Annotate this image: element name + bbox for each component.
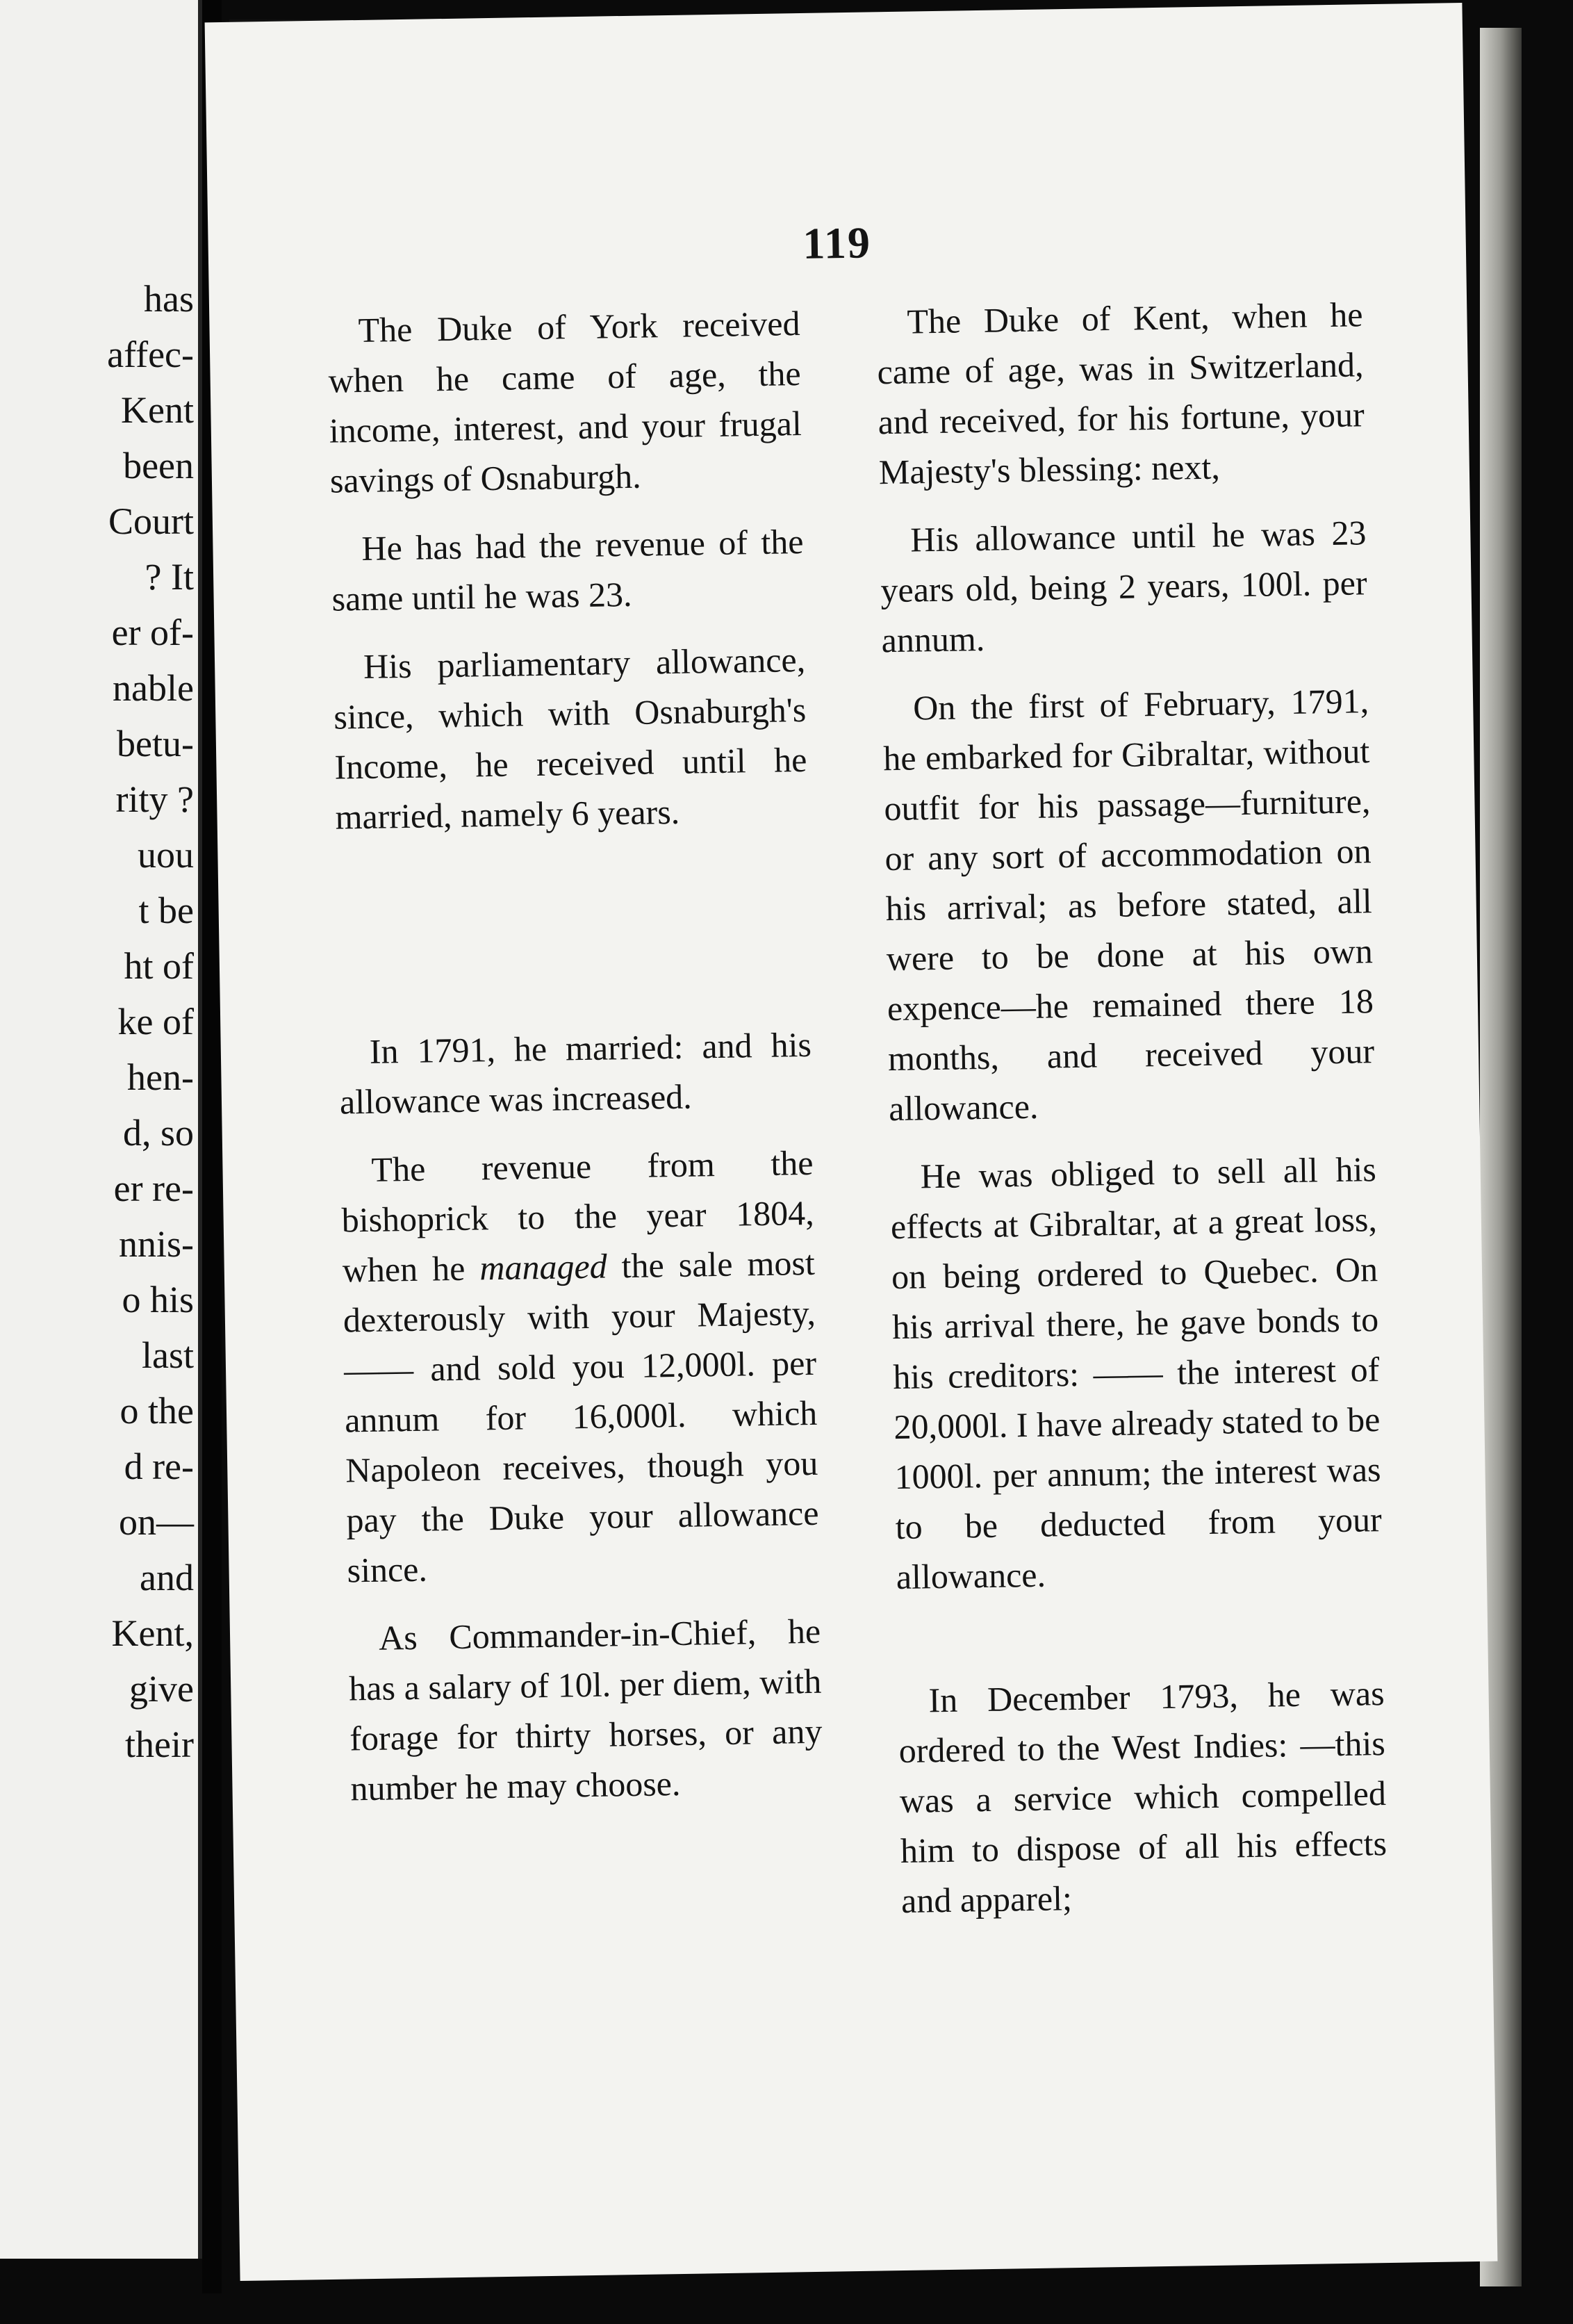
left-page-fragment: has	[144, 278, 194, 320]
paragraph: His allowance until he was 23 years old, being 2 years, 100l. per annum.	[880, 513, 1367, 660]
paragraph: The Duke of York received when he came of age, the income, interest, and your frugal savings of Osnaburgh.	[328, 304, 802, 500]
left-page-fragment: ke of	[117, 1001, 194, 1042]
left-page-fragment: rity ?	[115, 778, 194, 820]
main-page	[205, 3, 1498, 2281]
left-page-fragment: o the	[120, 1390, 194, 1432]
left-page-fragment: last	[142, 1334, 194, 1376]
paragraph: In December 1793, he was ordered to the West Indies: —this was a service which compelled him to dispose of all his effects and apparel;	[898, 1674, 1387, 1920]
paragraph: The Duke of Kent, when he came of age, was in Switzerland, and received, for his fortune, your Majesty's blessing: next,	[877, 295, 1365, 492]
left-page-fragment: on—	[119, 1501, 194, 1543]
left-page-fragment: betu-	[117, 723, 194, 764]
left-page-fragment: Court	[108, 500, 194, 542]
left-page-fragment: Kent	[121, 389, 194, 431]
paragraph: As Commander-in-Chief, he has a salary of 10l. per diem, with forage for thirty horses, or any number he may choose.	[348, 1611, 823, 1808]
paragraph: The revenue from the bishoprick to the year 1804, when he managed the sale most dexterously with your Majesty, —— and sold you 12,000l. per annum for 16,000l. which Napoleon receives, though you pay the Duke your allowance since.	[341, 1143, 819, 1590]
left-page-fragment: nable	[113, 667, 194, 709]
left-page-fragment: their	[125, 1724, 194, 1765]
left-page-fragment: er re-	[113, 1168, 194, 1209]
page-number: 119	[802, 218, 872, 268]
paragraph: In 1791, he married: and his allowance was increased.	[339, 1024, 812, 1122]
left-page-fragment: affec-	[107, 334, 194, 375]
left-page-fragment: d, so	[122, 1112, 194, 1154]
left-page-fragment: ? It	[145, 556, 194, 598]
column-gap	[336, 853, 812, 1027]
left-page-fragment: uou	[138, 834, 194, 876]
column-gap	[897, 1612, 1384, 1676]
paragraph: On the first of February, 1791, he embarked for Gibraltar, without outfit for his passage—furniture, or any sort of accommodation on his arrival; as before stated, all were to be done at his own expence—he remained there 18 months, and received your allowance.	[882, 681, 1375, 1129]
left-page-fragment: t be	[138, 890, 194, 931]
left-page-fragment: been	[123, 445, 194, 486]
left-page-fragment: hen-	[127, 1056, 194, 1098]
left-page-fragment: nnis-	[119, 1223, 194, 1265]
paragraph: He has had the revenue of the same until he was 23.	[331, 521, 804, 619]
right-column	[876, 289, 1388, 1944]
paragraph: His parliamentary allowance, since, which with Osnaburgh's Income, he received until he married, namely 6 years.	[333, 639, 807, 837]
left-page-fragment: er of-	[111, 612, 194, 653]
paragraph: He was obliged to sell all his effects at Gibraltar, at a great loss, on being ordered to Quebec. On his arrival there, he gave bonds to his creditors: —— the interest of 20,000l. I have already stated to be 1000l. per annum; the interest was to be deducted from your allowance.	[890, 1149, 1383, 1597]
left-page-fragment: o his	[122, 1279, 194, 1320]
left-column	[327, 298, 823, 1831]
left-page-fragment: d re-	[124, 1446, 194, 1487]
left-page-fragment: ht of	[124, 945, 194, 987]
left-page-fragment: give	[129, 1668, 194, 1710]
left-page-fragment: and	[140, 1557, 194, 1598]
left-facing-page	[0, 0, 202, 2259]
left-page-fragment: Kent,	[111, 1612, 194, 1654]
